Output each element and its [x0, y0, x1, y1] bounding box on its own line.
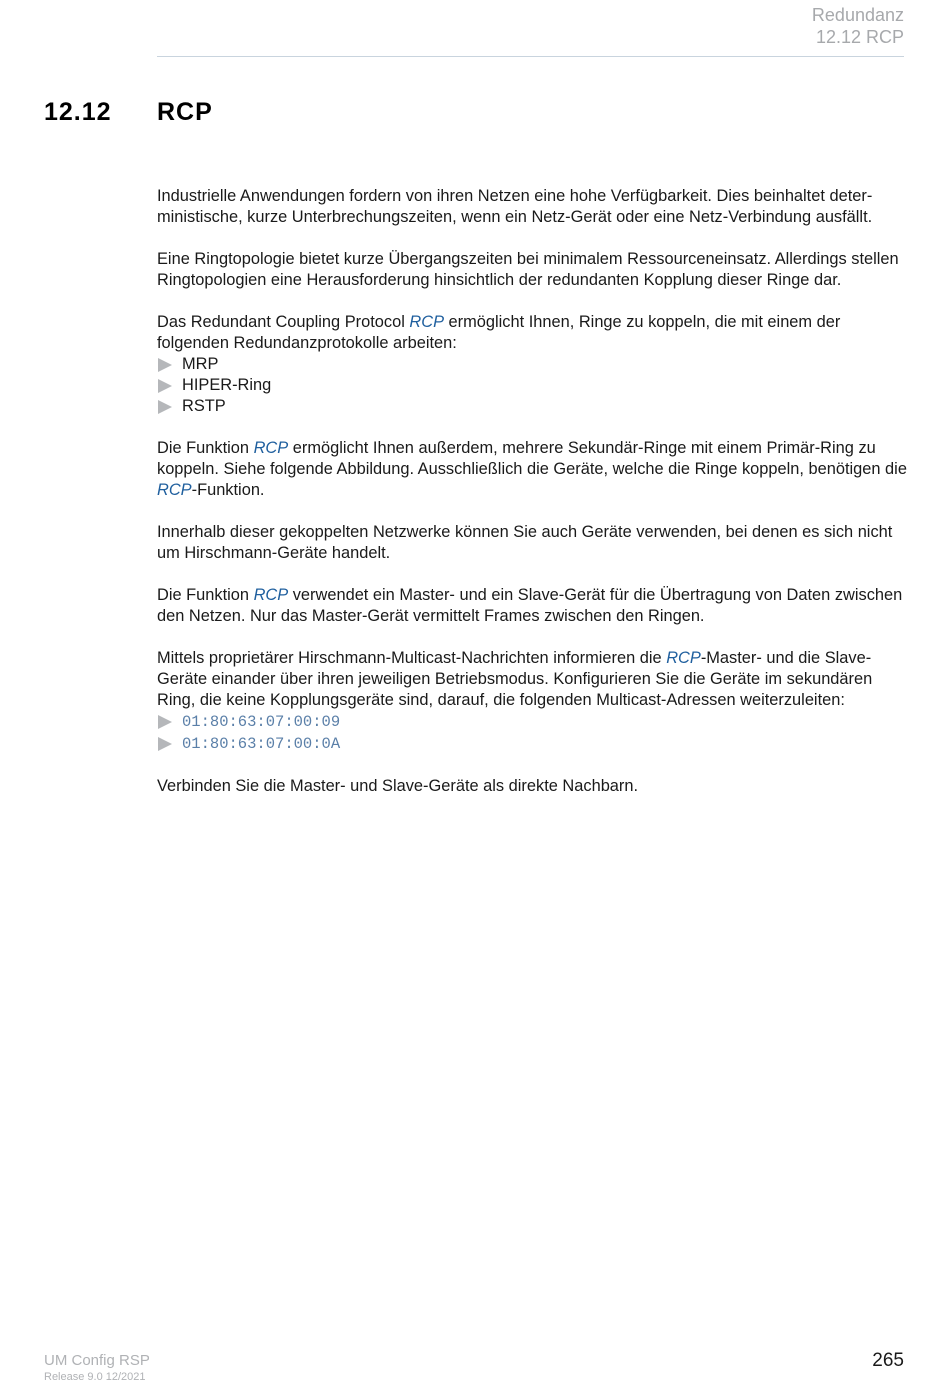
paragraph-intro: Industrielle Anwendungen fordern von ihren Netzen eine hohe Verfügbarkeit. Dies beinhaltet deterministische, kurze Unterbrechungszeiten, wenn ein Netz-Gerät oder eine Netz-Verbindung ausfällt.	[157, 187, 873, 226]
multicast-address: 01:80:63:07:00:09	[182, 713, 341, 731]
footer-document-info	[44, 1351, 150, 1384]
rcp-term: RCP	[253, 586, 289, 604]
list-item-label: RSTP	[182, 397, 226, 415]
rcp-term: RCP	[157, 481, 192, 499]
header-section: 12.12 RCP	[815, 27, 904, 47]
paragraph-rcp-protocols	[157, 312, 909, 354]
list-item-label: HIPER-Ring	[182, 376, 272, 394]
paragraph-secondary-rings	[157, 438, 909, 501]
paragraph-text: Die Funktion	[157, 439, 254, 457]
page-number: 265	[872, 1350, 904, 1371]
paragraph-text: -Funktion.	[191, 481, 265, 499]
section-number: 12.12	[44, 98, 112, 126]
bullet-triangle-icon	[158, 715, 172, 729]
header-rule	[157, 56, 904, 57]
paragraph-text: Mittels proprietärer Hirschmann-Multicast-Nachrichten informieren die	[157, 649, 667, 667]
list-item	[157, 711, 909, 733]
paragraph-third-party-devices: Innerhalb dieser gekoppelten Netzwerke können Sie auch Geräte verwenden, bei denen es sich nicht um Hirschmann-Geräte handelt.	[157, 523, 893, 562]
protocol-list	[157, 354, 909, 417]
footer-release: Release 9.0 12/2021	[44, 1371, 146, 1383]
rcp-term: RCP	[253, 439, 289, 457]
bullet-triangle-icon	[158, 358, 172, 372]
rcp-term: RCP	[666, 649, 701, 667]
rcp-term: RCP	[409, 313, 444, 331]
bullet-triangle-icon	[158, 379, 172, 393]
paragraph-multicast	[157, 648, 909, 711]
paragraph-ring-topology: Eine Ringtopologie bietet kurze Übergangszeiten bei minimalem Ressourceneinsatz. Allerdings stellen Ringtopologien eine Herausforderung hinsichtlich der redundanten Kopplung dieser Ringe dar.	[157, 250, 899, 289]
header-chapter: Redundanz	[811, 5, 904, 25]
body-content	[157, 186, 909, 818]
list-item-label: MRP	[182, 355, 219, 373]
list-item	[157, 354, 909, 375]
paragraph-master-slave	[157, 585, 909, 627]
paragraph-text: Die Funktion	[157, 586, 254, 604]
paragraph-text: ermöglicht Ihnen, Ringe zu koppeln, die mit einem der folgenden Redundanzprotokolle arbeiten:	[157, 313, 841, 352]
bullet-triangle-icon	[158, 400, 172, 414]
paragraph-text: ermöglicht Ihnen außerdem, mehrere Sekundär-Ringe mit einem Primär-Ring zu koppeln. Siehe folgende Abbildung. Ausschließlich die Geräte, welche die Ringe koppeln, benötigen die	[157, 439, 907, 478]
list-item	[157, 733, 909, 755]
multicast-address: 01:80:63:07:00:0A	[182, 735, 341, 753]
paragraph-neighbors: Verbinden Sie die Master- und Slave-Geräte als direkte Nachbarn.	[157, 777, 639, 795]
bullet-triangle-icon	[158, 737, 172, 751]
running-header	[812, 4, 904, 48]
list-item	[157, 396, 909, 417]
multicast-address-list	[157, 711, 909, 755]
paragraph-text: -Master- und die Slave-Geräte einander über ihren jeweiligen Betriebsmodus. Konfigurieren Sie die Geräte im sekundären Ring, die keine Kopplungsgeräte sind, darauf, die folgenden Multicast-Adressen weiterzuleiten:	[157, 649, 873, 709]
paragraph-text: verwendet ein Master- und ein Slave-Gerät für die Übertragung von Daten zwischen den Netzen. Nur das Master-Gerät vermittelt Frames zwischen den Ringen.	[157, 586, 903, 625]
paragraph-text: Das Redundant Coupling Protocol	[157, 313, 410, 331]
list-item	[157, 375, 909, 396]
section-title: RCP	[157, 98, 213, 126]
footer-doc-title: UM Config RSP	[44, 1352, 150, 1369]
